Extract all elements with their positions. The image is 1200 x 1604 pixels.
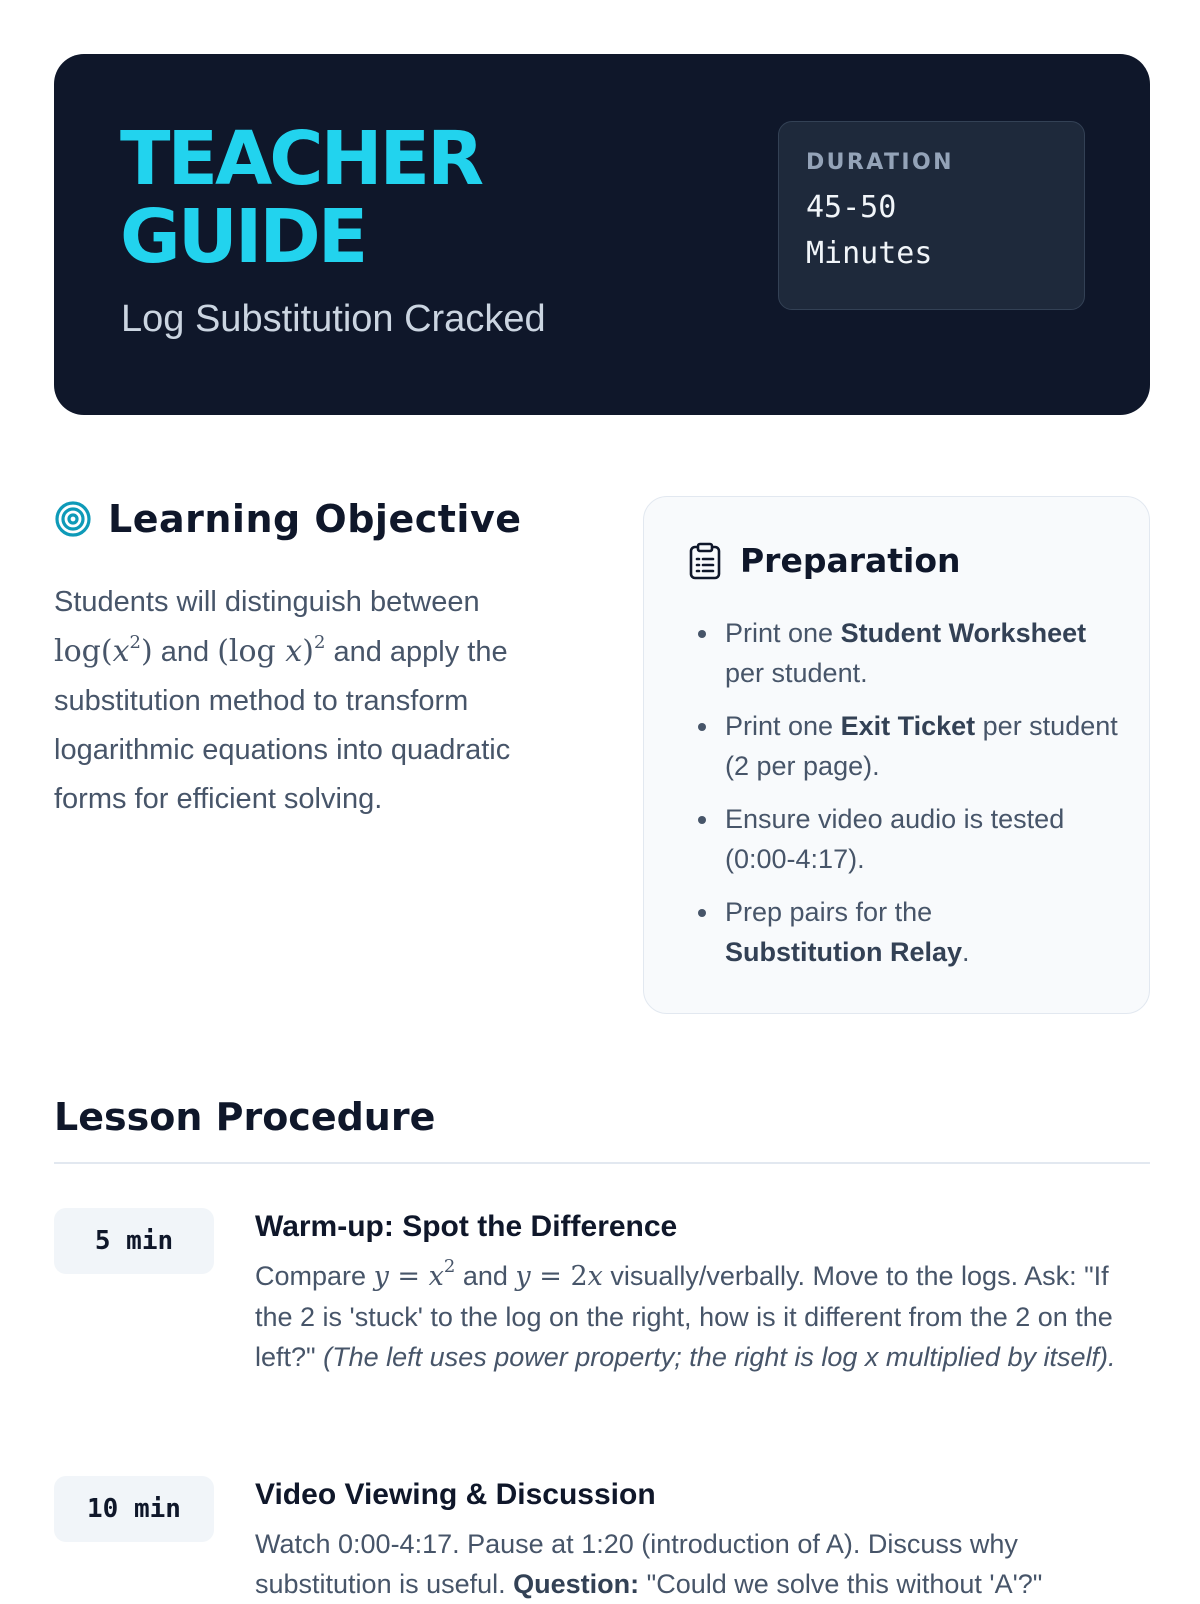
clipboard-icon: [688, 542, 722, 580]
time-badge: 5 min: [54, 1208, 214, 1274]
desc-text: Compare: [255, 1261, 367, 1291]
procedure-title: Lesson Procedure: [54, 1095, 436, 1139]
objective-text: [54, 578, 574, 824]
math-y-equals-x-squared: $y = x^2$: [373, 1256, 456, 1292]
preparation-header: [688, 541, 961, 580]
target-icon: [54, 500, 92, 538]
item-text: per student (2 per page).: [725, 711, 1118, 781]
step-description: [255, 1256, 1150, 1377]
desc-text: visually/verbally. Move to the logs. Ask: "If the 2 is 'stuck' to the log on the right, how is it different from the 2 on the left?": [255, 1261, 1113, 1372]
step-body: [255, 1476, 1150, 1604]
step-description: [255, 1524, 1150, 1604]
question-text: "Could we solve this without 'A'?": [646, 1569, 1043, 1599]
header-banner: [54, 54, 1150, 415]
duration-label: DURATION: [806, 150, 954, 175]
math-log-x-all-squared: (log x)$^2$: [217, 632, 326, 669]
objective-title: Learning Objective: [108, 497, 522, 541]
item-bold: Exit Ticket: [840, 711, 976, 741]
item-text: Ensure video audio is tested (0:00-4:17).: [725, 804, 1065, 874]
item-text: Print one: [725, 711, 841, 741]
title-line-1: TEACHER: [120, 116, 482, 202]
objective-text-after: and apply the substitution method to transform logarithmic equations into quadratic forms for efficient solving.: [54, 636, 511, 815]
duration-card: [778, 121, 1085, 310]
preparation-list: [725, 613, 1125, 985]
desc-italic-note: (The left uses power property; the right is log x multiplied by itself).: [323, 1342, 1116, 1372]
time-badge: 10 min: [54, 1476, 214, 1542]
item-text: .: [962, 937, 970, 967]
question-label: Question:: [513, 1569, 640, 1599]
duration-value: 45-50 Minutes: [806, 190, 933, 271]
item-text: Print one: [725, 618, 841, 648]
objective-text-and: and: [160, 636, 210, 668]
list-item: [725, 706, 1125, 786]
math-log-x-squared: $\log(x^2)$: [54, 632, 153, 669]
math-y-equals-2x: y = 2x: [515, 1261, 603, 1292]
objective-header: [54, 497, 522, 541]
title-line-2: GUIDE: [120, 194, 366, 280]
step-body: [255, 1208, 1150, 1377]
desc-text: Watch 0:00-4:17. Pause at 1:20 (introduction of A). Discuss why substitution is useful.: [255, 1529, 1018, 1599]
item-text: per student.: [725, 658, 868, 688]
item-text: Prep pairs for the: [725, 897, 933, 927]
page-title: [120, 116, 640, 280]
list-item: [725, 892, 1125, 972]
objective-text-before: Students will distinguish between: [54, 586, 480, 618]
item-bold: Student Worksheet: [840, 618, 1087, 648]
preparation-card: [643, 496, 1150, 1014]
item-bold: Substitution Relay: [725, 937, 963, 967]
page-subtitle: Log Substitution Cracked: [121, 298, 546, 340]
step-title: Video Viewing & Discussion: [255, 1478, 656, 1511]
step-title: Warm-up: Spot the Difference: [255, 1210, 678, 1243]
list-item: [725, 613, 1125, 693]
list-item: [725, 799, 1125, 879]
divider: [54, 1162, 1150, 1164]
preparation-title: Preparation: [740, 541, 961, 580]
desc-text: and: [462, 1261, 508, 1291]
